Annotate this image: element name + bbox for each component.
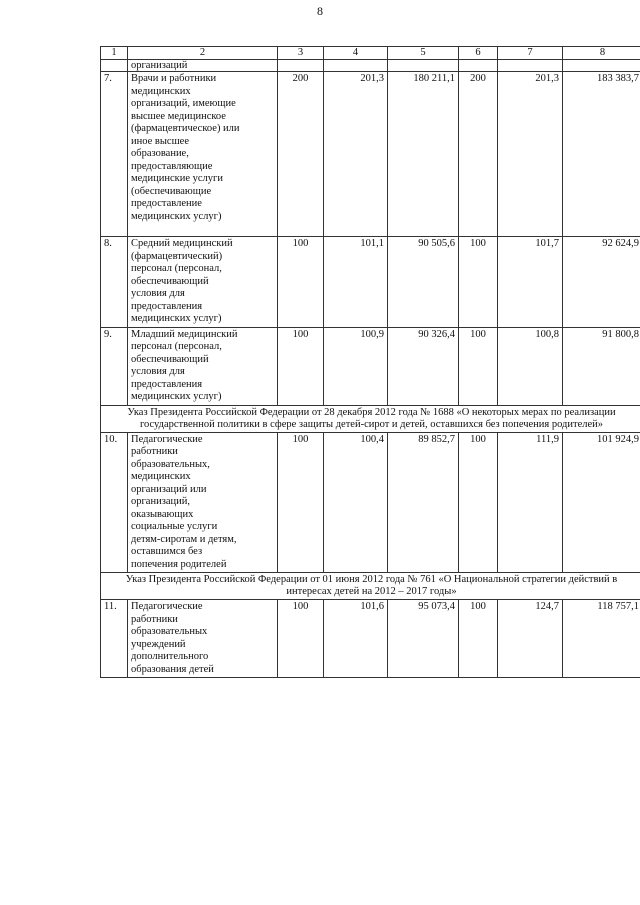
table-row [101,72,640,237]
table-row [101,237,640,328]
row-name: Средний медицинский (фармацевтический) персонал (персонал, обеспечивающий условия для предоставления медицинских услуг) [128,237,278,328]
cell-col3: 100 [278,600,324,678]
cell-col4: 201,3 [324,72,388,237]
cell-col7: 111,9 [498,432,563,573]
cell-col5: 90 505,6 [388,237,459,328]
cell-col8: 118 757,1 [563,600,640,678]
table-row [101,327,640,405]
cell-col7: 124,7 [498,600,563,678]
row-number: 9. [101,327,128,405]
cell-col8: 183 383,7 [563,72,640,237]
row-name: Педагогические работники образовательных учреждений дополнительного образования детей [128,600,278,678]
row-number: 7. [101,72,128,237]
table-row [101,600,640,678]
cell-col8: 92 624,9 [563,237,640,328]
column-header-row [101,47,640,60]
row-number: 8. [101,237,128,328]
column-header: 2 [128,47,278,60]
cell-col3: 100 [278,432,324,573]
cell-col6: 200 [459,72,498,237]
cell-col4: 101,1 [324,237,388,328]
column-header: 4 [324,47,388,60]
decree-heading: Указ Президента Российской Федерации от 01 июня 2012 года № 761 «О Национальной стратегии действий в интересах детей на 2012 – 2017 годы» [101,573,640,600]
page-number: 8 [317,4,323,18]
continuation-row [101,60,640,72]
cell-col3: 100 [278,327,324,405]
row-name: Врачи и работники медицинских организаций, имеющие высшее медицинское (фармацевтическое) или иное высшее образование, предоставляющие медицинские услуги (обеспечивающие предоставление медицинских услуг) [128,72,278,237]
cell-col6: 100 [459,600,498,678]
cell-col4: 100,4 [324,432,388,573]
cell-col6: 100 [459,432,498,573]
salary-table [100,46,640,678]
cell-col8: 91 800,8 [563,327,640,405]
row-name: Педагогические работники образовательных, медицинских организаций или организаций, оказывающих социальные услуги детям-сиротам и детям, оставшимся без попечения родителей [128,432,278,573]
cell-col5: 90 326,4 [388,327,459,405]
column-header: 3 [278,47,324,60]
column-header: 1 [101,47,128,60]
cell-col3: 200 [278,72,324,237]
decree-row [101,405,640,432]
cell-col7: 101,7 [498,237,563,328]
cell-col5: 89 852,7 [388,432,459,573]
row-name: Младший медицинский персонал (персонал, обеспечивающий условия для предоставления медицинских услуг) [128,327,278,405]
cell-col4: 100,9 [324,327,388,405]
row-number: 10. [101,432,128,573]
cell-col6: 100 [459,237,498,328]
cell-col4: 101,6 [324,600,388,678]
cell-col6: 100 [459,327,498,405]
column-header: 7 [498,47,563,60]
row-name: организаций [128,60,278,72]
cell-col7: 201,3 [498,72,563,237]
cell-col3: 100 [278,237,324,328]
row-number: 11. [101,600,128,678]
decree-heading: Указ Президента Российской Федерации от 28 декабря 2012 года № 1688 «О некоторых мерах по реализации государственной политики в сфере защиты детей-сирот и детей, оставшихся без попечения родителей» [101,405,640,432]
column-header: 6 [459,47,498,60]
table-row [101,432,640,573]
column-header: 5 [388,47,459,60]
column-header: 8 [563,47,640,60]
cell-col5: 95 073,4 [388,600,459,678]
cell-col5: 180 211,1 [388,72,459,237]
decree-row [101,573,640,600]
cell-col7: 100,8 [498,327,563,405]
cell-col8: 101 924,9 [563,432,640,573]
